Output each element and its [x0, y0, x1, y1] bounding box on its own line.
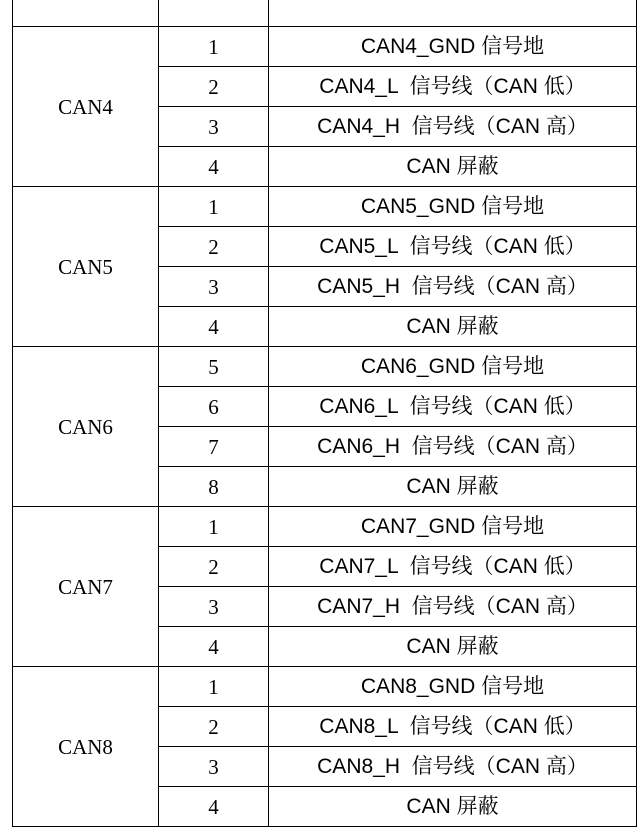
- signal-description-cell: CAN4_GND 信号地: [269, 27, 637, 67]
- signal-description-cell: CAN 屏蔽: [269, 627, 637, 667]
- group-name-cell: CAN6: [13, 347, 159, 507]
- partial-cell-desc: [269, 0, 637, 27]
- signal-description-cell: CAN 屏蔽: [269, 147, 637, 187]
- can-pin-table-body: [13, 0, 637, 827]
- signal-description-cell: CAN5_L 信号线（CAN 低）: [269, 227, 637, 267]
- partial-cell-group: [13, 0, 159, 27]
- pin-number-cell: 1: [159, 507, 269, 547]
- pin-number-cell: 1: [159, 27, 269, 67]
- pin-number-cell: 8: [159, 467, 269, 507]
- table-row: [13, 667, 637, 707]
- signal-description-cell: CAN7_H 信号线（CAN 高）: [269, 587, 637, 627]
- pin-number-cell: 4: [159, 787, 269, 827]
- pin-number-cell: 2: [159, 67, 269, 107]
- table-row: [13, 187, 637, 227]
- pin-number-cell: 3: [159, 747, 269, 787]
- signal-description-cell: CAN 屏蔽: [269, 307, 637, 347]
- table-row: [13, 27, 637, 67]
- table-row: [13, 507, 637, 547]
- signal-description-cell: CAN5_H 信号线（CAN 高）: [269, 267, 637, 307]
- pin-number-cell: 4: [159, 307, 269, 347]
- pin-number-cell: 4: [159, 147, 269, 187]
- signal-description-cell: CAN 屏蔽: [269, 787, 637, 827]
- signal-description-cell: CAN5_GND 信号地: [269, 187, 637, 227]
- group-name-cell: CAN8: [13, 667, 159, 827]
- pin-number-cell: 4: [159, 627, 269, 667]
- pin-number-cell: 2: [159, 227, 269, 267]
- signal-description-cell: CAN 屏蔽: [269, 467, 637, 507]
- table-row-partial-top: [13, 0, 637, 27]
- signal-description-cell: CAN6_L 信号线（CAN 低）: [269, 387, 637, 427]
- pin-number-cell: 2: [159, 707, 269, 747]
- signal-description-cell: CAN7_L 信号线（CAN 低）: [269, 547, 637, 587]
- group-name-cell: CAN4: [13, 27, 159, 187]
- signal-description-cell: CAN8_GND 信号地: [269, 667, 637, 707]
- can-pin-table: [12, 0, 637, 827]
- signal-description-cell: CAN6_H 信号线（CAN 高）: [269, 427, 637, 467]
- pin-number-cell: 7: [159, 427, 269, 467]
- pin-number-cell: 6: [159, 387, 269, 427]
- pin-number-cell: 2: [159, 547, 269, 587]
- signal-description-cell: CAN8_L 信号线（CAN 低）: [269, 707, 637, 747]
- group-name-cell: CAN7: [13, 507, 159, 667]
- signal-description-cell: CAN4_H 信号线（CAN 高）: [269, 107, 637, 147]
- table-row: [13, 347, 637, 387]
- partial-cell-pin: [159, 0, 269, 27]
- pin-number-cell: 5: [159, 347, 269, 387]
- pin-number-cell: 1: [159, 667, 269, 707]
- signal-description-cell: CAN8_H 信号线（CAN 高）: [269, 747, 637, 787]
- signal-description-cell: CAN6_GND 信号地: [269, 347, 637, 387]
- signal-description-cell: CAN7_GND 信号地: [269, 507, 637, 547]
- pin-number-cell: 1: [159, 187, 269, 227]
- signal-description-cell: CAN4_L 信号线（CAN 低）: [269, 67, 637, 107]
- pin-number-cell: 3: [159, 587, 269, 627]
- pin-number-cell: 3: [159, 267, 269, 307]
- pin-number-cell: 3: [159, 107, 269, 147]
- group-name-cell: CAN5: [13, 187, 159, 347]
